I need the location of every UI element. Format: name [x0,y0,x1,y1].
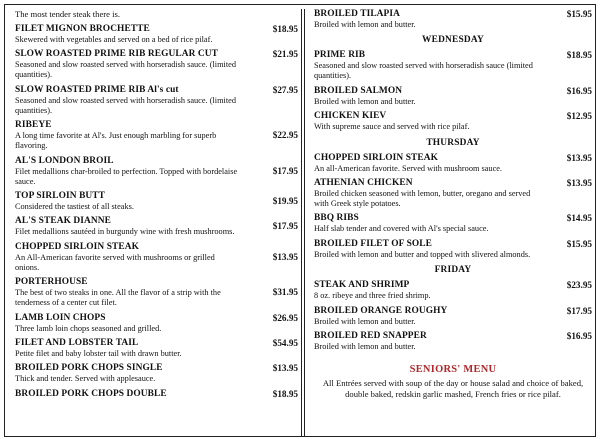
menu-item-chopped-sirloin-steak-thursday [314,153,592,174]
item-description: Half slab tender and covered with Al's special sauce. [314,224,489,234]
item-price: $13.95 [566,177,592,188]
menu-item-lamb-loin-chops [15,313,298,334]
intro-text: The most tender steak there is. [15,9,121,19]
item-name: TOP SIRLOIN BUTT [15,190,105,201]
item-name: BROILED TILAPIA [314,9,400,19]
item-description: Broiled chicken seasoned with lemon, butter, oregano and served with Greek style potatoes. [314,188,531,208]
item-description: Seasoned and slow roasted served with horseradish sauce. (limited quantities). [15,95,236,115]
menu-item-als-steak-dianne [15,216,298,237]
seniors-menu-title: SENIORS' MENU [409,363,497,375]
menu-item-chicken-kiev [314,111,592,132]
item-price: $23.95 [566,280,592,291]
menu-item-chopped-sirloin-steak [15,242,298,273]
menu-page [4,4,596,437]
item-description: Broiled with lemon and butter. [314,316,416,326]
item-price: $13.95 [272,251,298,262]
menu-item-athenian-chicken [314,178,592,209]
item-price: $54.95 [272,337,298,348]
item-name: LAMB LOIN CHOPS [15,312,106,323]
item-name: BROILED PORK CHOPS DOUBLE [15,388,167,399]
item-name: PORTERHOUSE [15,277,88,288]
item-price: $18.95 [272,388,298,399]
section-heading-friday: FRIDAY [434,265,472,276]
item-price: $13.95 [272,363,298,374]
menu-item-filet-mignon-brochette [15,24,298,45]
item-name: CHOPPED SIRLOIN STEAK [15,241,139,252]
item-price: $27.95 [272,84,298,95]
item-price: $18.95 [566,50,592,61]
item-price: $15.95 [566,238,592,249]
menu-item-broiled-orange-roughy [314,306,592,327]
item-name: STEAK AND SHRIMP [314,280,410,291]
item-description: An all-American favorite. Served with mushroom sauce. [314,163,503,173]
item-price: $12.95 [566,111,592,122]
menu-item-broiled-red-snapper [314,331,592,352]
item-description: Thick and tender. Served with applesauce. [15,374,156,384]
item-price: $17.95 [272,221,298,232]
item-name: CHOPPED SIRLOIN STEAK [314,152,438,163]
item-price: $19.95 [272,195,298,206]
item-description: Filet medallions char-broiled to perfection. Topped with bordelaise sauce. [15,166,238,186]
item-price: $18.95 [272,24,298,34]
item-name: PRIME RIB [314,50,366,61]
item-description: The best of two steaks in one. All the flavor of a strip with the tenderness of a center cut filet. [15,288,221,308]
item-price: $16.95 [566,85,592,96]
item-description: 8 oz. ribeye and three fried shrimp. [314,291,431,301]
left-column [15,9,298,434]
item-name: SLOW ROASTED PRIME RIB REGULAR CUT [15,49,218,60]
item-name: CHICKEN KIEV [314,111,387,122]
item-name: BROILED RED SNAPPER [314,330,427,341]
menu-item-top-sirloin-butt [15,191,298,212]
item-price: $21.95 [272,49,298,60]
item-price: $14.95 [566,213,592,224]
menu-item-pork-chops-double [15,389,298,400]
item-description: Broiled with lemon and butter and topped with slivered almonds. [314,249,531,259]
menu-item-broiled-tilapia [314,9,592,30]
item-name: BROILED ORANGE ROUGHY [314,305,448,316]
right-column [314,9,592,434]
menu-item-steak-and-shrimp [314,280,592,301]
item-description: An All-American favorite served with mushrooms or grilled onions. [15,252,215,272]
item-name: AL'S STEAK DIANNE [15,216,111,227]
item-name: RIBEYE [15,120,52,131]
item-description: Seasoned and slow roasted served with horseradish sauce (limited quantities). [314,61,533,81]
menu-item-prime-rib-regular [15,49,298,80]
menu-item-porterhouse [15,277,298,308]
item-description: Broiled with lemon and butter. [314,341,416,351]
menu-item-bbq-ribs [314,213,592,234]
column-divider [301,9,305,436]
item-name: ATHENIAN CHICKEN [314,177,413,188]
item-description: Filet medallions sautéed in burgundy wine with fresh mushrooms. [15,227,235,237]
menu-item-prime-rib [314,50,592,81]
item-description: Broiled with lemon and butter. [314,96,416,106]
menu-item-als-london-broil [15,156,298,187]
item-name: FILET MIGNON BROCHETTE [15,24,150,34]
section-heading-wednesday: WEDNESDAY [422,35,484,46]
menu-item-pork-chops-single [15,363,298,384]
item-description: Petite filet and baby lobster tail with drawn butter. [15,348,182,358]
item-price: $17.95 [272,165,298,176]
item-name: BROILED FILET OF SOLE [314,238,433,249]
item-price: $31.95 [272,287,298,298]
item-description: Seasoned and slow roasted served with horseradish sauce. (limited quantities). [15,60,236,80]
menu-item-broiled-filet-of-sole [314,239,592,260]
item-name: BROILED PORK CHOPS SINGLE [15,363,163,374]
item-name: AL'S LONDON BROIL [15,155,114,166]
section-heading-thursday: THURSDAY [426,137,480,148]
seniors-menu-description: All Entrées served with soup of the day or house salad and choice of baked, double baked, redskin garlic mashed, French fries or rice pilaf. [322,377,584,399]
item-price: $26.95 [272,312,298,323]
item-price: $16.95 [566,330,592,341]
item-description: Considered the tastiest of all steaks. [15,201,134,211]
item-price: $22.95 [272,130,298,141]
item-price: $15.95 [566,9,592,19]
item-description: Skewered with vegetables and served on a bed of rice pilaf. [15,35,213,44]
item-name: SLOW ROASTED PRIME RIB Al's cut [15,84,179,95]
menu-item-ribeye [15,120,298,151]
item-description: A long time favorite at Al's. Just enough marbling for superb flavoring. [15,131,217,151]
menu-item-prime-rib-als-cut [15,85,298,116]
item-name: BROILED SALMON [314,85,403,96]
item-price: $13.95 [566,152,592,163]
item-description: Three lamb loin chops seasoned and grilled. [15,323,162,333]
item-price: $17.95 [566,305,592,316]
menu-item-broiled-salmon [314,86,592,107]
item-name: BBQ RIBS [314,213,359,224]
menu-item-filet-and-lobster-tail [15,338,298,359]
item-name: FILET AND LOBSTER TAIL [15,337,139,348]
item-description: Broiled with lemon and butter. [314,20,416,29]
item-description: With supreme sauce and served with rice pilaf. [314,122,470,132]
